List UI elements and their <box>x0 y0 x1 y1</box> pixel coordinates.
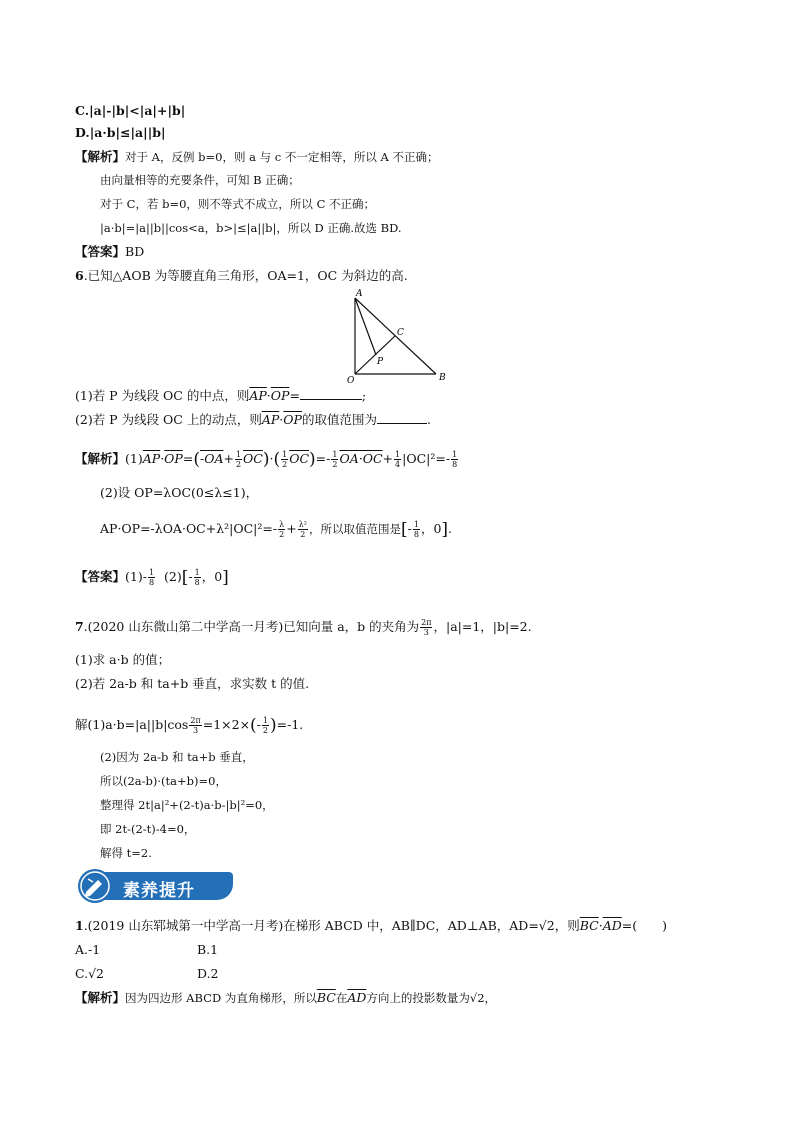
solution-7-line4: 整理得 2t|a|²+(2-t)a·b-|b|²=0， <box>100 798 274 812</box>
triangle-figure <box>340 288 460 388</box>
label-b: B <box>439 373 446 383</box>
analysis-6-line2: (2)设 OP=λOC(0≤λ≤1)， <box>100 485 259 500</box>
label-o: O <box>347 376 355 386</box>
answer-6: 【答案】(1)- $\frac{1}{8}$ (2)[- $\frac{1}{8}$ ，0] <box>75 567 229 588</box>
analysis-5-line2: 由向量相等的充要条件，可知 B 正确； <box>100 173 300 187</box>
question-6-part1: (1)若 P 为线段 OC 的中点，则$\overline{AP}\cdot\overline{OP}=$ ; <box>75 388 367 403</box>
label-c: C <box>397 328 404 338</box>
pencil-book-icon <box>75 868 115 904</box>
solution-7-line2: (2)因为 2a-b 和 ta+b 垂直， <box>100 750 254 764</box>
question-1: 1.(2019 山东郓城第一中学高一月考)在梯形 ABCD 中，AB∥DC，AD⊥AB，AD=√2，则$\overline{BC}\cdot\overline{AD}=$( ) <box>75 918 667 933</box>
analysis-1: 【解析】因为四边形 ABCD 为直角梯形，所以$\overline{BC}$在$\overline{AD}$方向上的投影数量为√2， <box>75 990 497 1005</box>
banner-title: 素养提升 <box>123 881 195 901</box>
option-1d: D.2 <box>197 966 219 981</box>
analysis-6-line3: AP·OP=-λOA·OC+λ²|OC|²=- $\frac{\lambda}{2}$ + $\frac{\text{λ²}}{2}$ ，所以取值范围是[- $\frac{1}{8}$ ，0]. <box>100 519 453 540</box>
altitude-oc <box>355 336 395 374</box>
analysis-6-line1: 【解析】$(1)\overline{AP}\cdot\overline{OP}=(-OA+$ $\frac{1}{2}$ $\overline{OC})\cdot$( $\frac{1}{2}$ $\overline{OC})=-$ $\frac{1}{2}$ OA·OC+ $\frac{1}{4}$ |OC|²=- $\frac{1}{8}$ <box>75 449 458 470</box>
question-6: 6.已知△AOB 为等腰直角三角形，OA=1，OC 为斜边的高. <box>75 268 408 283</box>
analysis-5-line4: |a·b|=|a||b||cos<a，b>|≤|a||b|，所以 D 正确.故选 BD. <box>100 221 402 235</box>
solution-7-line6: 解得 t=2. <box>100 846 152 860</box>
label-p: P <box>377 357 384 367</box>
option-c: C.|a|-|b|<|a|+|b| <box>75 103 186 118</box>
option-1a: A.-1 <box>75 942 101 957</box>
section-banner <box>75 868 235 904</box>
question-7-part1: (1)求 a·b 的值； <box>75 652 171 667</box>
option-1c: C.√2 <box>75 966 105 981</box>
solution-7-line1: 解(1)a·b=|a||b|cos $\frac{2\pi}{3}$ =1×2×(- $\frac{1}{2}$ )=-1. <box>75 715 304 736</box>
solution-7-line5: 即 2t-(2-t)-4=0， <box>100 822 196 836</box>
option-1b: B.1 <box>197 942 219 957</box>
answer-5: 【答案】BD <box>75 244 145 259</box>
analysis-5-line1: 【解析】对于 A，反例 b=0，则 a 与 c 不一定相等，所以 A 不正确； <box>75 149 439 164</box>
solution-7-line3: 所以(2a-b)·(ta+b)=0， <box>100 774 227 788</box>
question-7-part2: (2)若 2a-b 和 ta+b 垂直，求实数 t 的值. <box>75 676 310 691</box>
segment-ap <box>355 298 376 355</box>
analysis-5-line3: 对于 C，若 b=0，则不等式不成立，所以 C 不正确； <box>100 197 376 211</box>
question-6-part2: (2)若 P 为线段 OC 上的动点，则$\overline{AP}\cdot\overline{OP}$的取值范围为 . <box>75 412 431 427</box>
question-7: 7.(2020 山东微山第二中学高一月考)已知向量 a，b 的夹角为 $\frac{2\pi}{3}$ ，|a|=1，|b|=2. <box>75 618 532 637</box>
option-d: D.|a·b|≤|a||b| <box>75 125 166 140</box>
label-a: A <box>356 289 363 299</box>
